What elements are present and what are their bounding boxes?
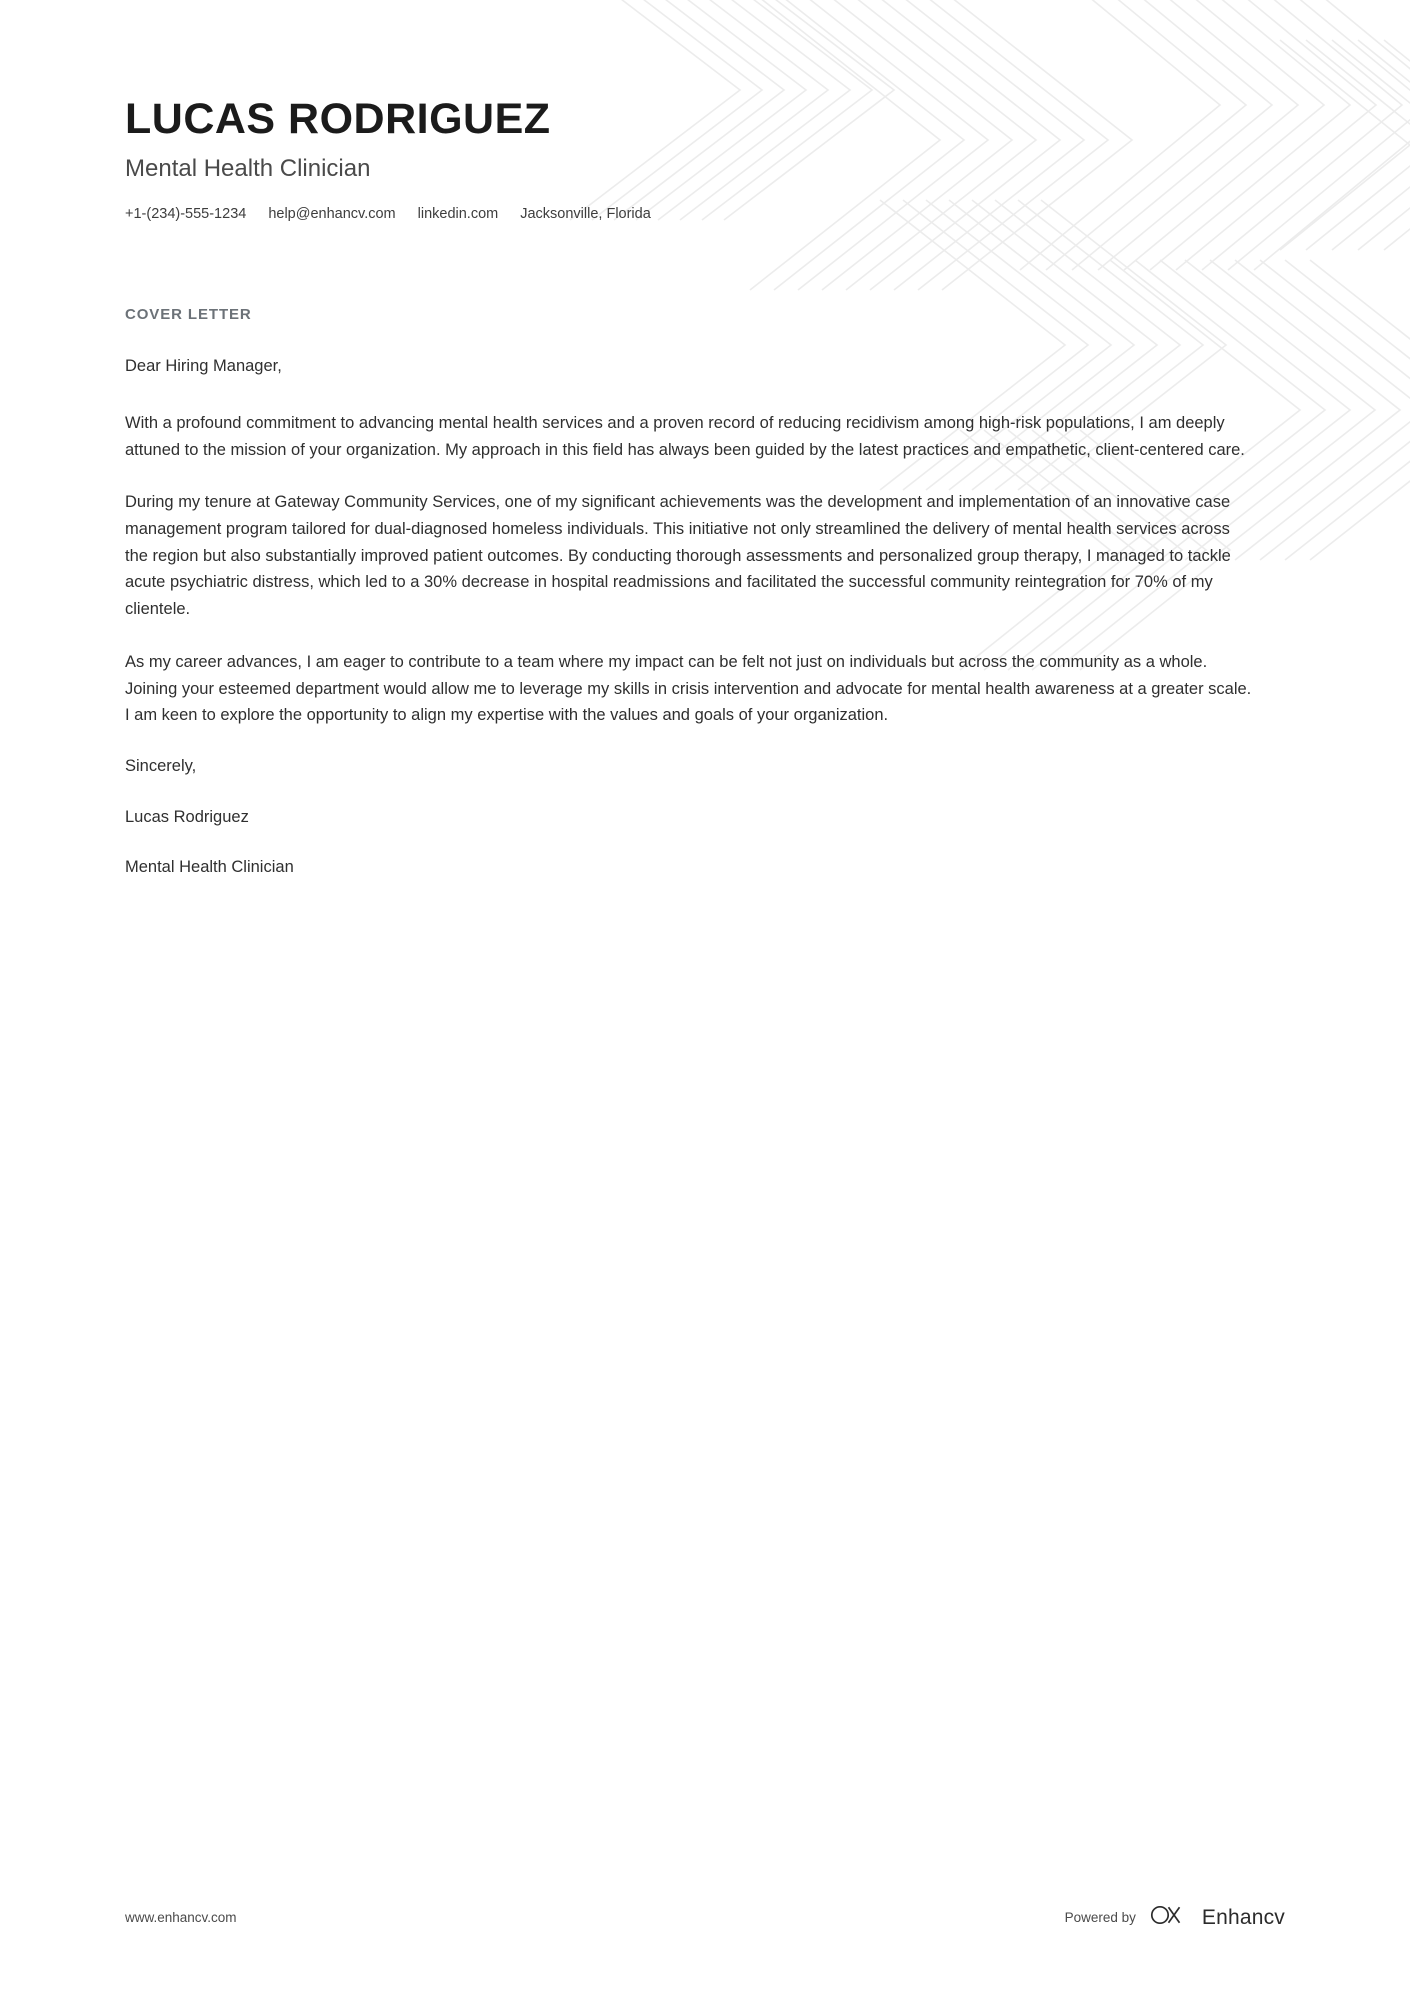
section-heading-cover-letter: COVER LETTER — [125, 306, 252, 324]
salutation: Dear Hiring Manager, — [125, 357, 282, 376]
signature-role: Mental Health Clinician — [125, 858, 294, 877]
page-title: LUCAS RODRIGUEZ — [125, 95, 551, 143]
job-title: Mental Health Clinician — [125, 155, 371, 183]
document-header — [0, 0, 1410, 222]
footer-website-url[interactable]: www.enhancv.com — [125, 1910, 237, 1925]
enhancv-brand[interactable] — [1148, 1902, 1285, 1933]
enhancv-logo-icon — [1148, 1902, 1192, 1933]
cover-letter-page — [0, 0, 1410, 881]
paragraph-1: With a profound commitment to advancing mental health services and a proven record of reducing recidivism among high-risk populations, I am deeply attuned to the mission of your organization. My approach in this field has always been guided by the latest practices and empathetic, client-centered care. — [125, 413, 1245, 459]
contact-email[interactable]: help@enhancv.com — [268, 206, 396, 223]
paragraph-2: During my tenure at Gateway Community Services, one of my significant achievements was the development and implementation of an innovative case management program tailored for dual-diagnosed homeless individuals. This initiative not only streamlined the delivery of mental health services across the region but also substantially improved patient outcomes. By conducting thorough assessments and personalized group therapy, I managed to tackle acute psychiatric distress, which led to a 30% decrease in hospital readmissions and facilitated the successful community reintegration for 70% of my clientele. — [125, 493, 1231, 619]
paragraph-3: As my career advances, I am eager to contribute to a team where my impact can be felt not just on individuals but across the community as a whole. Joining your esteemed department would allow me to leverage my skills in crisis intervention and advocate for mental health awareness at a greater scale. I am keen to explore the opportunity to align my expertise with the values and goals of your organization. — [125, 652, 1252, 725]
contact-phone: +1-(234)-555-1234 — [125, 206, 247, 223]
contact-info-row — [125, 206, 1285, 222]
document-footer — [0, 1902, 1410, 1933]
contact-linkedin[interactable]: linkedin.com — [417, 206, 499, 223]
closing-line: Sincerely, — [125, 757, 197, 775]
enhancv-brand-name: Enhancv — [1201, 1905, 1285, 1929]
powered-by-block — [1065, 1902, 1285, 1933]
cover-letter-section — [0, 306, 1410, 881]
contact-location: Jacksonville, Florida — [520, 206, 651, 223]
signature-name: Lucas Rodriguez — [125, 807, 249, 826]
powered-by-label: Powered by — [1064, 1910, 1136, 1925]
